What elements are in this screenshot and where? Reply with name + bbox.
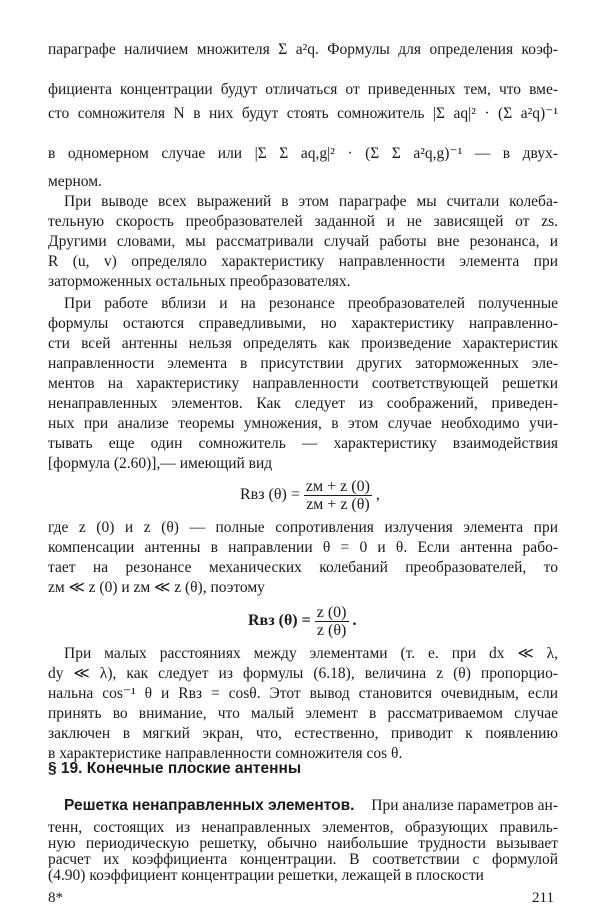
text-line: сто сомножителя N в них будут стоять сомножитель |Σ aq|² · (Σ a²q)⁻¹ (48, 105, 558, 122)
page-number: 211 (532, 890, 554, 906)
text-line: При малых расстояниях между элементами (т. е. при dx ≪ λ, (64, 645, 558, 662)
text-line: При выводе всех выражений в этом параграфе мы считали колеба- (64, 193, 558, 210)
signature-mark: 8* (48, 890, 63, 906)
equation-tail: , (375, 486, 380, 504)
text-line: тельную скорость преобразователей заданной и не зависящей от zs. (48, 213, 558, 230)
text-line: сти всей антенны нельзя определять как произведение характеристик (48, 335, 558, 352)
equation-rvz-general (240, 478, 380, 513)
equation-numerator: z (0) (316, 604, 347, 621)
equation-lhs: Rвз (θ) = (240, 486, 300, 504)
text-line: параграфе наличием множителя Σ a²q. Формулы для определения коэф- (48, 41, 558, 58)
equation-rvz-resonance (248, 604, 357, 639)
text-line: расчет их коэффициента концентрации. В соответствии с формулой (48, 851, 558, 868)
text-line: dy ≪ λ), как следует из формулы (6.18), величина z (θ) пропорцио- (48, 665, 558, 682)
text-line: R (u, v) определяло характеристику направленности элемента при (48, 253, 558, 270)
text-line: фициента концентрации будут отличаться от приведенных тем, что вме- (48, 81, 558, 98)
runin-heading: Решетка ненаправленных элементов. (64, 797, 355, 814)
runin-text: При анализе параметров ан- (371, 797, 558, 814)
equation-lhs: Rвз (θ) = (248, 612, 311, 630)
text-line: заторможенных остальных преобразователях. (48, 273, 351, 290)
text-line: zм ≪ z (0) и zм ≪ z (θ), поэтому (48, 579, 265, 596)
equation-fraction (315, 604, 349, 639)
text-line: мерном. (48, 173, 102, 190)
text-line: заключен в мягкий экран, что, естественно, приводит к появлению (48, 725, 558, 742)
text-line: ных при анализе теоремы умножения, в этом случае необходимо учи- (48, 415, 558, 432)
text-line: где z (0) и z (θ) — полные сопротивления излучения элемента при (48, 519, 558, 536)
equation-denominator: z (θ) (316, 622, 347, 639)
text-line (64, 796, 558, 816)
text-line: (4.90) коэффициент концентрации решетки, лежащей в плоскости (48, 867, 484, 884)
equation-numerator: zм + z (0) (305, 478, 370, 495)
text-line: [формула (2.60)],— имеющий вид (48, 455, 273, 472)
equation-denominator: zм + z (θ) (306, 496, 370, 513)
equation-tail: . (352, 612, 357, 630)
text-line: в одномерном случае или |Σ Σ aq,g|² · (Σ Σ a²q,g)⁻¹ — в двух- (48, 145, 558, 162)
text-line: тывать еще один сомножитель — характеристику взаимодействия (48, 435, 558, 452)
text-line: компенсации антенны в направлении θ = 0 и θ. Если антенна рабо- (48, 539, 558, 556)
text-line: нальна cos⁻¹ θ и Rвз = cosθ. Этот вывод становится очевидным, если (48, 685, 558, 702)
text-line: Другими словами, мы рассматривали случай работы вне резонанса, и (48, 233, 558, 250)
equation-fraction (304, 478, 372, 513)
text-line: принять во внимание, что малый элемент в рассматриваемом случае (48, 705, 558, 722)
text-line: ненаправленных элементов. Как следует из соображений, приведен- (48, 395, 558, 412)
text-line: формулы остаются справедливыми, но характеристику направленно- (48, 315, 558, 332)
text-line: ментов на характеристику направленности соответствующей решетки (48, 375, 558, 392)
text-line: тенн, состоящих из ненаправленных элементов, образующих правиль- (48, 819, 558, 836)
section-heading: § 19. Конечные плоские антенны (48, 760, 302, 777)
text-line: тает на резонансе механических колебаний преобразователей, то (48, 559, 558, 576)
text-line: При работе вблизи и на резонансе преобразователей полученные (64, 295, 558, 312)
text-line: направленности элемента в присутствии других заторможенных эле- (48, 355, 558, 372)
text-line: в характеристике направленности сомножителя cos θ. (48, 745, 403, 762)
text-line: ную периодическую решетку, обычно наибольшие трудности вызывает (48, 835, 558, 852)
